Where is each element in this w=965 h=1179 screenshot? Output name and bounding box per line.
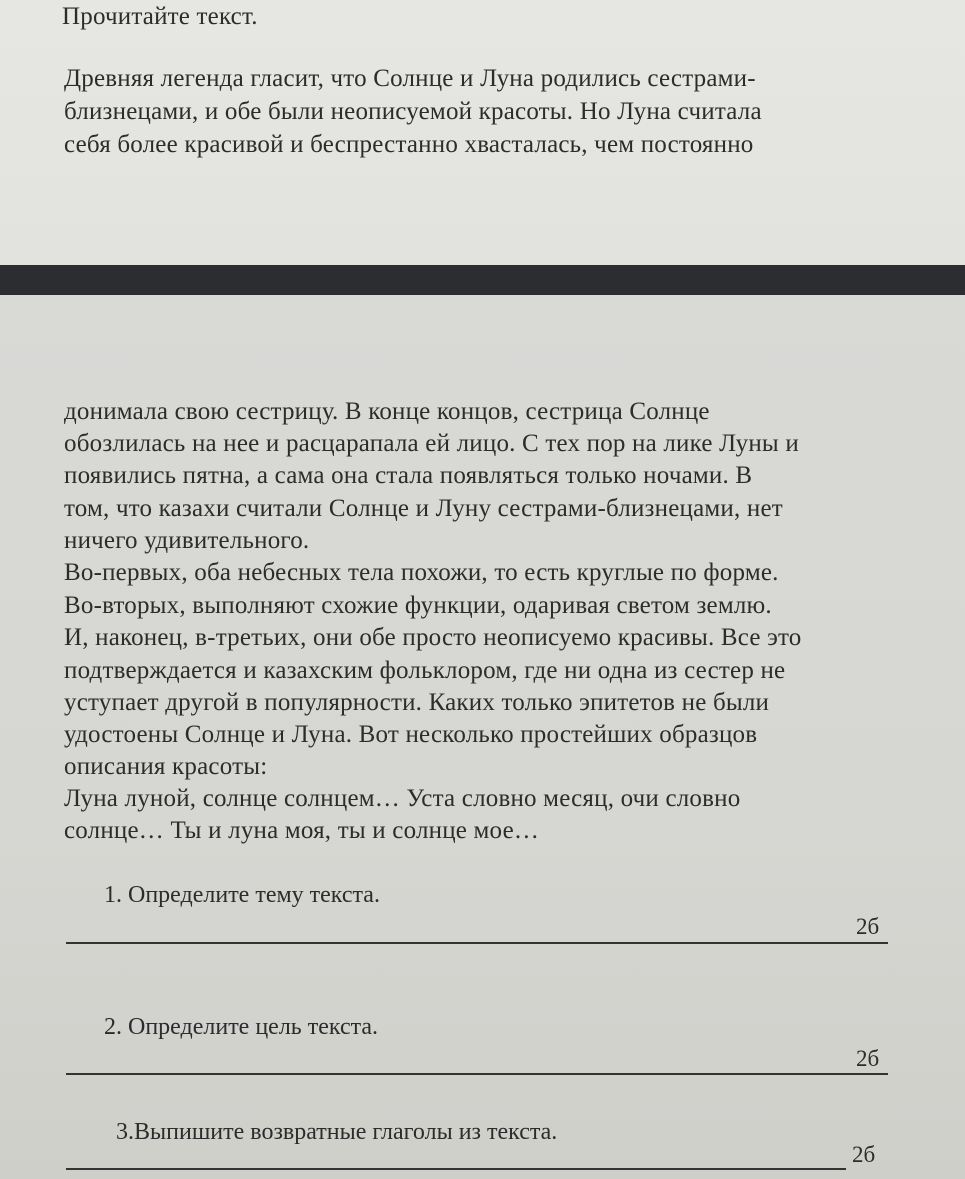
text-line: И, наконец, в-третьих, они обе просто неописуемо красивы. Все это	[64, 624, 802, 651]
text-line: Древняя легенда гласит, что Солнце и Луна родились сестрами-	[64, 65, 756, 92]
text-line: уступает другой в популярности. Каких только эпитетов не были	[64, 689, 770, 716]
text-line: Во-вторых, выполняют схожие функции, одаривая светом землю.	[64, 592, 772, 619]
answer-line-3[interactable]	[66, 1168, 846, 1170]
question-2: 2. Определите цель текста.	[104, 1014, 379, 1040]
question-3-score: 2б	[852, 1142, 876, 1167]
text-line: близнецами, и обе были неописуемой красоты. Но Луна считала	[64, 98, 762, 125]
text-line: удостоены Солнце и Луна. Вот несколько простейших образцов	[64, 721, 758, 748]
text-line: подтверждается и казахским фольклором, где ни одна из сестер не	[64, 657, 786, 684]
text-line: появились пятна, а сама она стала появляться только ночами. В	[64, 462, 753, 489]
text-line: солнце… Ты и луна моя, ты и солнце мое…	[64, 817, 540, 844]
dark-divider-bar	[0, 265, 965, 295]
answer-line-1[interactable]	[66, 942, 888, 944]
question-2-score: 2б	[856, 1046, 880, 1071]
text-line: Луна луной, солнце солнцем… Уста словно месяц, очи словно	[64, 785, 741, 812]
text-line: описания красоты:	[64, 753, 268, 780]
question-1-score: 2б	[856, 914, 880, 939]
question-1: 1. Определите тему текста.	[104, 882, 380, 908]
text-line: ничего удивительного.	[64, 527, 310, 554]
text-line: обозлилась на нее и расцарапала ей лицо. С тех пор на лике Луны и	[64, 430, 799, 457]
text-line: том, что казахи считали Солнце и Луну сестрами-близнецами, нет	[64, 495, 783, 522]
instruction-heading: Прочитайте текст.	[62, 3, 258, 30]
question-3: 3.Выпишите возвратные глаголы из текста.	[116, 1119, 558, 1145]
text-line: Во-первых, оба небесных тела похожи, то есть круглые по форме.	[64, 559, 779, 586]
text-line: себя более красивой и беспрестанно хвасталась, чем постоянно	[64, 131, 754, 158]
answer-line-2[interactable]	[66, 1073, 888, 1075]
text-line: донимала свою сестрицу. В конце концов, сестрица Солнце	[64, 398, 710, 425]
